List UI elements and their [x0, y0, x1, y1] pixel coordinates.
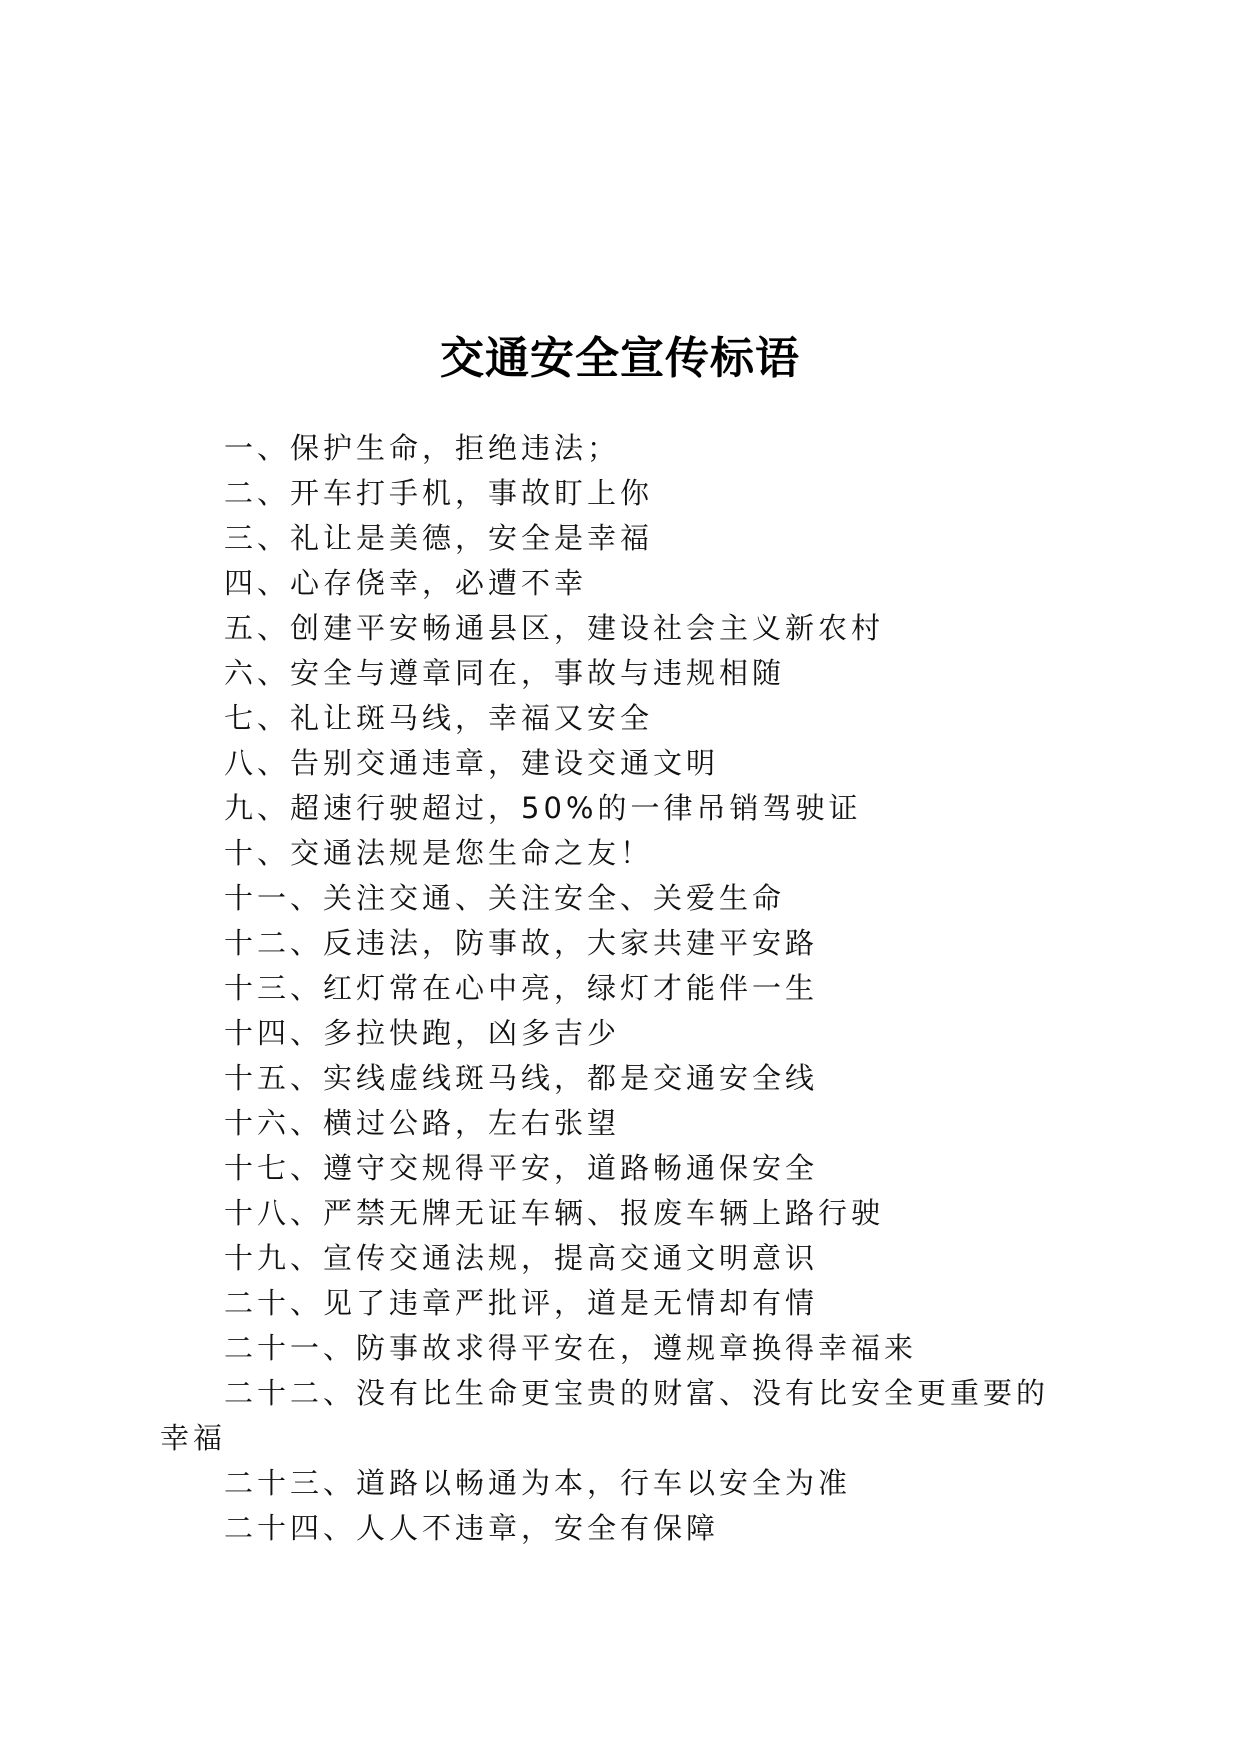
slogan-item: 十一、关注交通、关注安全、关爱生命	[224, 881, 786, 915]
slogan-item: 二十二、没有比生命更宝贵的财富、没有比安全更重要的幸福	[160, 1376, 1050, 1455]
slogan-item: 四、心存侥幸，必遭不幸	[224, 566, 588, 600]
slogan-item: 十五、实线虚线斑马线，都是交通安全线	[224, 1061, 819, 1095]
slogan-item: 六、安全与遵章同在，事故与违规相随	[224, 656, 786, 690]
slogan-item: 十七、遵守交规得平安，道路畅通保安全	[224, 1151, 819, 1185]
slogan-item: 十三、红灯常在心中亮，绿灯才能伴一生	[224, 971, 819, 1005]
slogan-item: 十八、严禁无牌无证车辆、报废车辆上路行驶	[224, 1196, 885, 1230]
slogan-item: 二、开车打手机，事故盯上你	[224, 476, 654, 510]
slogan-item: 二十四、人人不违章，安全有保障	[224, 1511, 720, 1545]
page-title: 交通安全宣传标语	[440, 333, 800, 385]
slogan-item: 十六、横过公路，左右张望	[224, 1106, 621, 1140]
slogan-item: 十九、宣传交通法规，提高交通文明意识	[224, 1241, 819, 1275]
slogan-item: 十、交通法规是您生命之友！	[224, 836, 654, 870]
slogan-item: 十四、多拉快跑，凶多吉少	[224, 1016, 621, 1050]
slogan-item: 八、告别交通违章，建设交通文明	[224, 746, 720, 780]
slogan-list	[160, 426, 1080, 1551]
slogan-item: 二十三、道路以畅通为本，行车以安全为准	[224, 1466, 852, 1500]
slogan-item: 三、礼让是美德，安全是幸福	[224, 521, 654, 555]
slogan-item: 二十一、防事故求得平安在，遵规章换得幸福来	[224, 1331, 918, 1365]
slogan-item: 十二、反违法，防事故，大家共建平安路	[224, 926, 819, 960]
slogan-item: 二十、见了违章严批评，道是无情却有情	[224, 1286, 819, 1320]
slogan-item: 九、超速行驶超过，50%的一律吊销驾驶证	[224, 791, 862, 825]
slogan-item: 七、礼让斑马线，幸福又安全	[224, 701, 654, 735]
slogan-item: 五、创建平安畅通县区，建设社会主义新农村	[224, 611, 885, 645]
slogan-item: 一、保护生命，拒绝违法；	[224, 431, 621, 465]
